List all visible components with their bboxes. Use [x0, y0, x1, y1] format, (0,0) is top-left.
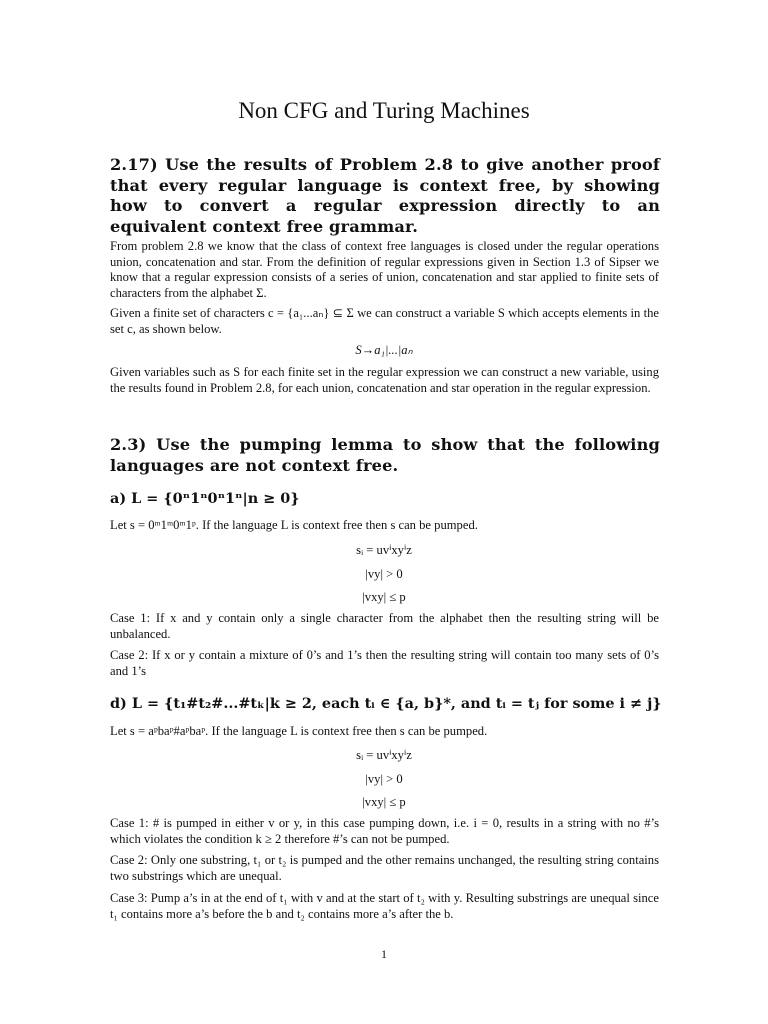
subsection-heading-a: a) L = {0ⁿ1ⁿ0ⁿ1ⁿ|n ≥ 0}	[110, 490, 300, 507]
paragraph: Given a finite set of characters c = {a₁...aₙ} ⊆ Σ we can construct a variable S which accepts elements in the set c, as shown below.	[110, 306, 659, 336]
section-heading-2-3: 2.3) Use the pumping lemma to show that the following languages are not context free.	[110, 435, 660, 475]
equation: sᵢ = uvⁱxyⁱz	[356, 748, 412, 762]
paragraph: Let s = aᵖbaᵖ#aᵖbaᵖ. If the language L is context free then s can be pumped.	[110, 724, 488, 738]
paragraph: Case 1: If x and y contain only a single character from the alphabet then the resulting string will be unbalanced.	[110, 611, 659, 641]
paragraph: Let s = 0ᵐ1ᵐ0ᵐ1ᵖ. If the language L is context free then s can be pumped.	[110, 518, 478, 532]
equation: |vxy| ≤ p	[362, 590, 406, 604]
paragraph: Case 2: Only one substring, t₁ or t₂ is pumped and the other remains unchanged, the resulting string contains two substrings which are unequal.	[110, 853, 659, 883]
paragraph: Given variables such as S for each finite set in the regular expression we can construct a new variable, using the results found in Problem 2.8, for each union, concatenation and star operation in the regular expression.	[110, 365, 659, 395]
subsection-heading-d: d) L = {t₁#t₂#...#tₖ|k ≥ 2, each tᵢ ∈ {a, b}*, and tᵢ = tⱼ for some i ≠ j}	[110, 695, 662, 712]
equation: |vxy| ≤ p	[362, 795, 406, 809]
page-title: Non CFG and Turing Machines	[238, 98, 530, 123]
equation: sᵢ = uvⁱxyⁱz	[356, 543, 412, 557]
paragraph: Case 2: If x or y contain a mixture of 0’s and 1’s then the resulting string will contain too many sets of 0’s and 1’s	[110, 648, 659, 678]
equation: |vy| > 0	[365, 772, 403, 786]
page-number: 1	[381, 947, 387, 961]
equation: |vy| > 0	[365, 567, 403, 581]
paragraph: Case 1: # is pumped in either v or y, in this case pumping down, i.e. i = 0, results in a string with no #’s which violates the condition k ≥ 2 therefore #’s can not be pumped.	[110, 816, 659, 846]
section-heading-2-17: 2.17) Use the results of Problem 2.8 to give another proof that every regular language is context free, by showing how to convert a regular expression directly to an equivalent context free grammar.	[110, 155, 660, 236]
equation: S→a₁|...|aₙ	[355, 343, 413, 357]
paragraph: Case 3: Pump a’s in at the end of t₁ with v and at the start of t₂ with y. Resulting substrings are unequal since t₁ contains more a’s before the b and t₂ contains more a’s after the b.	[110, 891, 659, 921]
paragraph: From problem 2.8 we know that the class of context free languages is closed under the regular operations union, concatenation and star. From the definition of regular expressions given in Section 1.3 of Sipser we know that a regular expression consists of a series of union, concatenation and star applied to finite sets of characters from the alphabet Σ.	[110, 239, 659, 300]
